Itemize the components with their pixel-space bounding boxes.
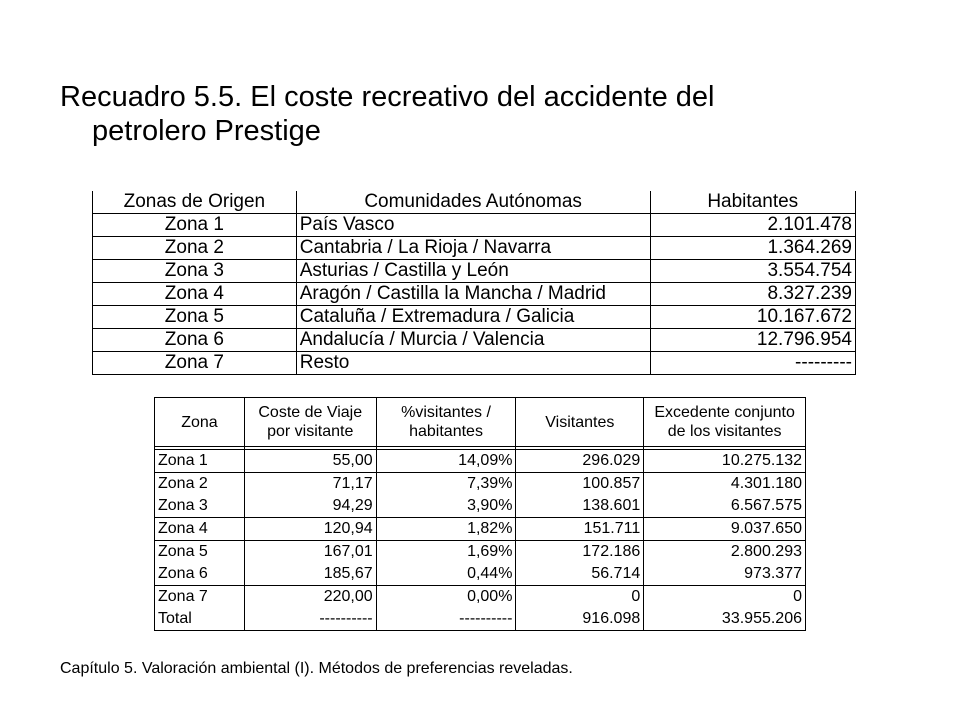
cell-visitantes: 138.601 [516, 495, 644, 518]
table-row [93, 306, 856, 329]
header-visitantes: Visitantes [516, 398, 644, 447]
cell-comunidades: Resto [296, 352, 650, 375]
cell-zona: Zona 5 [93, 306, 297, 329]
cell-visitantes: 151.711 [516, 518, 644, 541]
cell-zona: Zona 1 [155, 450, 245, 473]
cell-excedente: 10.275.132 [644, 450, 806, 473]
cell-pct: 0,00% [376, 586, 516, 609]
table-row [155, 495, 806, 518]
table-row [155, 541, 806, 564]
cell-excedente: 0 [644, 586, 806, 609]
cell-zona: Zona 3 [93, 260, 297, 283]
table-row [93, 214, 856, 237]
header-pct-visitantes: %visitantes / habitantes [376, 398, 516, 447]
cell-visitantes: 172.186 [516, 541, 644, 564]
cell-pct: 1,82% [376, 518, 516, 541]
cell-habitantes: 1.364.269 [650, 237, 856, 260]
table-coste-recreativo [154, 397, 806, 631]
cell-coste: ---------- [244, 608, 376, 631]
cell-comunidades: País Vasco [296, 214, 650, 237]
header-zonas-de-origen: Zonas de Origen [93, 191, 297, 214]
cell-excedente: 33.955.206 [644, 608, 806, 631]
cell-pct: 3,90% [376, 495, 516, 518]
cell-coste: 220,00 [244, 586, 376, 609]
table-row [93, 237, 856, 260]
page-title [60, 80, 714, 148]
cell-visitantes: 56.714 [516, 563, 644, 586]
cell-comunidades: Cantabria / La Rioja / Navarra [296, 237, 650, 260]
cell-zona: Zona 1 [93, 214, 297, 237]
cell-pct: ---------- [376, 608, 516, 631]
cell-visitantes: 100.857 [516, 473, 644, 496]
cell-comunidades: Aragón / Castilla la Mancha / Madrid [296, 283, 650, 306]
table-zonas-origen [92, 191, 856, 375]
cell-habitantes: 10.167.672 [650, 306, 856, 329]
cell-zona: Zona 4 [93, 283, 297, 306]
cell-zona: Zona 4 [155, 518, 245, 541]
cell-zona: Total [155, 608, 245, 631]
cell-comunidades: Andalucía / Murcia / Valencia [296, 329, 650, 352]
cell-coste: 167,01 [244, 541, 376, 564]
cell-zona: Zona 6 [155, 563, 245, 586]
cell-zona: Zona 5 [155, 541, 245, 564]
cell-habitantes: 2.101.478 [650, 214, 856, 237]
table-row [155, 518, 806, 541]
table-row [93, 260, 856, 283]
cell-excedente: 973.377 [644, 563, 806, 586]
table-row [155, 586, 806, 609]
footer-caption: Capítulo 5. Valoración ambiental (I). Métodos de preferencias reveladas. [60, 660, 573, 677]
cell-coste: 71,17 [244, 473, 376, 496]
table-header-row [155, 398, 806, 447]
cell-comunidades: Asturias / Castilla y León [296, 260, 650, 283]
cell-habitantes: --------- [650, 352, 856, 375]
cell-pct: 1,69% [376, 541, 516, 564]
cell-coste: 185,67 [244, 563, 376, 586]
cell-pct: 14,09% [376, 450, 516, 473]
cell-habitantes: 12.796.954 [650, 329, 856, 352]
header-excedente: Excedente conjunto de los visitantes [644, 398, 806, 447]
cell-comunidades: Cataluña / Extremadura / Galicia [296, 306, 650, 329]
cell-pct: 0,44% [376, 563, 516, 586]
table-row [155, 563, 806, 586]
cell-excedente: 6.567.575 [644, 495, 806, 518]
cell-zona: Zona 7 [93, 352, 297, 375]
header-zona: Zona [155, 398, 245, 447]
cell-zona: Zona 6 [93, 329, 297, 352]
cell-zona: Zona 3 [155, 495, 245, 518]
cell-excedente: 4.301.180 [644, 473, 806, 496]
title-line-2: petrolero Prestige [92, 115, 321, 147]
table-row [93, 352, 856, 375]
cell-coste: 120,94 [244, 518, 376, 541]
table-row [93, 329, 856, 352]
cell-coste: 55,00 [244, 450, 376, 473]
cell-excedente: 2.800.293 [644, 541, 806, 564]
title-line-1: Recuadro 5.5. El coste recreativo del accidente del [60, 81, 715, 113]
cell-zona: Zona 2 [155, 473, 245, 496]
header-comunidades: Comunidades Autónomas [296, 191, 650, 214]
cell-habitantes: 8.327.239 [650, 283, 856, 306]
header-habitantes: Habitantes [650, 191, 856, 214]
cell-visitantes: 916.098 [516, 608, 644, 631]
table-header-row [93, 191, 856, 214]
cell-zona: Zona 7 [155, 586, 245, 609]
cell-zona: Zona 2 [93, 237, 297, 260]
cell-visitantes: 0 [516, 586, 644, 609]
cell-habitantes: 3.554.754 [650, 260, 856, 283]
header-coste-viaje: Coste de Viaje por visitante [244, 398, 376, 447]
table-row [155, 450, 806, 473]
cell-visitantes: 296.029 [516, 450, 644, 473]
table-row-total [155, 608, 806, 631]
cell-coste: 94,29 [244, 495, 376, 518]
table-row [93, 283, 856, 306]
cell-pct: 7,39% [376, 473, 516, 496]
cell-excedente: 9.037.650 [644, 518, 806, 541]
table-row [155, 473, 806, 496]
